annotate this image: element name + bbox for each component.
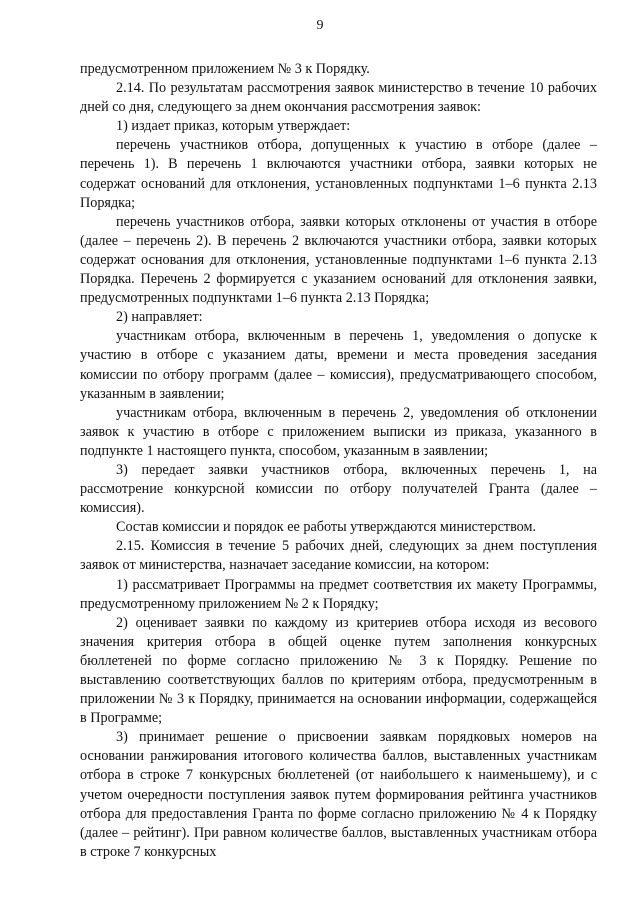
paragraph: перечень участников отбора, заявки которых отклонены от участия в отборе (далее – перечень 2). В перечень 2 включаются участники отбора, заявки которых содержат основания для отклонения, установленные подпунктами 1–6 пункта 2.13 Порядка. Перечень 2 формируется с указанием оснований для отклонения заявки, предусмотренных подпунктами 1–6 пункта 2.13 Порядка; [80, 213, 597, 307]
paragraph: предусмотренном приложением № 3 к Порядку. [80, 61, 370, 77]
paragraph: перечень участников отбора, допущенных к участию в отборе (далее – перечень 1). В перечень 1 включаются участники отбора, заявки которых не содержат оснований для отклонения, установленных подпунктами 1–6 пункта 2.13 Порядка; [80, 137, 597, 211]
paragraph: 2) оценивает заявки по каждому из критериев отбора исходя из весового значения критерия отбора в общей оценке путем заполнения конкурсных бюллетеней по форме согласно приложению № 3 к Порядку. Решение по выставлению соответствующих баллов по критериям отбора, предусмотренным в приложении № 3 к Порядку, принимается на основании информации, содержащейся в Программе; [80, 614, 597, 727]
document-body [80, 60, 597, 862]
paragraph: 2.15. Комиссия в течение 5 рабочих дней, следующих за днем поступления заявок от министерства, назначает заседание комиссии, на котором: [80, 538, 597, 574]
paragraph: 2.14. По результатам рассмотрения заявок министерство в течение 10 рабочих дней со дня, следующего за днем окончания рассмотрения заявок: [80, 80, 597, 116]
paragraph: 1) рассматривает Программы на предмет соответствия их макету Программы, предусмотренному приложением № 2 к Порядку; [80, 576, 597, 612]
paragraph: 2) направляет: [116, 309, 203, 326]
paragraph: участникам отбора, включенным в перечень 1, уведомления о допуске к участию в отборе с указанием даты, времени и места проведения заседания комиссии по отбору программ (далее – комиссия), предусматривающего способом, указанным в заявлении; [80, 328, 597, 402]
paragraph: участникам отбора, включенным в перечень 2, уведомления об отклонении заявок к участию в отборе с приложением выписки из приказа, указанного в подпункте 1 настоящего пункта, способом, указанным в заявлении; [80, 404, 597, 459]
paragraph: 3) принимает решение о присвоении заявкам порядковых номеров на основании ранжирования итогового количества баллов, выставленных участникам отбора в строке 7 конкурсных бюллетеней (от наибольшего к наименьшему), и с учетом очередности поступления заявок путем формирования рейтинга участников отбора для предоставления Гранта по форме согласно приложению № 4 к Порядку (далее – рейтинг). При равном количестве баллов, выставленных участникам отбора в строке 7 конкурсных [80, 729, 597, 860]
page-number: 9 [316, 18, 324, 33]
paragraph: 3) передает заявки участников отбора, включенных перечень 1, на рассмотрение конкурсной комиссии по отбору получателей Гранта (далее – комиссия). [80, 461, 597, 517]
paragraph: Состав комиссии и порядок ее работы утверждаются министерством. [116, 519, 537, 536]
paragraph: 1) издает приказ, которым утверждает: [116, 118, 351, 135]
